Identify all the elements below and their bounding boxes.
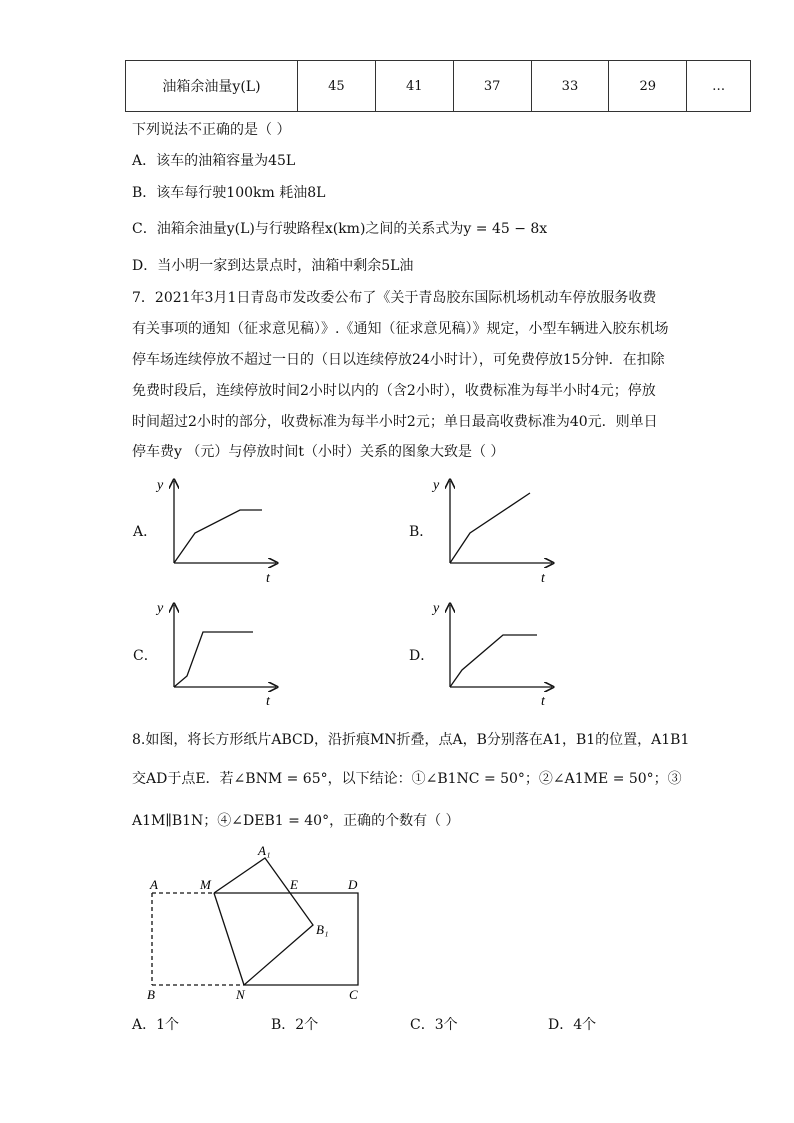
graph-d-label: D． [409,648,435,664]
graph-b-y-axis-label: y [433,478,440,493]
q7-line-1: 7．2021年3月1日青岛市发改委公布了《关于青岛胶东国际机场机动车停放服务收费 [132,290,657,306]
graph-d-curve [450,635,537,687]
graph-a-curve [174,510,262,563]
point-e-label: E [290,877,298,892]
q7-line-6: 停车费y （元）与停放时间t（小时）关系的图象大致是（ ） [132,444,505,460]
graph-a-label: A． [133,524,158,540]
graph-c-label: C． [133,648,158,664]
point-a-label: A [150,877,158,892]
q7-line-5: 时间超过2小时的部分，收费标准为每半小时2元；单日最高收费标准为40元．则单日 [132,414,658,430]
graph-c [155,601,276,709]
graph-c-x-axis-label: t [266,694,270,709]
graph-a [155,478,276,586]
point-a1-label: A₁ [258,843,271,858]
table-cell: 45 [298,61,376,112]
point-m-label: M [200,877,211,892]
q8-option-b: B．2个 [271,1017,319,1033]
point-b1-label: B₁ [316,922,329,937]
table-cell: … [687,61,751,112]
graph-b-label: B． [409,524,434,540]
point-c-label: C [349,987,358,1002]
q8-line-1: 8.如图，将长方形纸片ABCD，沿折痕MN折叠，点A，B分别落在A1，B1的位置，A1B1 [132,732,690,748]
q8-line-3: A1M∥B1N；④∠DEB1 = 40°，正确的个数有（ ） [132,813,460,829]
graph-b-curve [450,493,530,563]
q8-figure [147,843,358,1002]
q8-option-c: C．3个 [410,1017,458,1033]
table-cell: 33 [531,61,609,112]
q8-option-a: A．1个 [132,1017,180,1033]
q6-prompt: 下列说法不正确的是（ ） [132,122,291,138]
table-cell: 41 [375,61,453,112]
point-b-label: B [147,987,155,1002]
graph-d-x-axis-label: t [541,694,545,709]
q6-option-c: C．油箱余油量y(L)与行驶路程x(km)之间的关系式为y = 45 − 8x [132,221,548,237]
q7-line-3: 停车场连续停放不超过一日的（日以连续停放24小时计），可免费停放15分钟．在扣除 [132,352,665,368]
graph-d [431,601,552,709]
point-n-label: N [236,987,245,1002]
graph-d-y-axis-label: y [433,601,440,616]
table-cell: 29 [609,61,687,112]
table-header-cell: 油箱余油量y(L) [126,61,298,112]
graph-b [431,478,552,586]
graph-a-y-axis-label: y [157,478,164,493]
graph-c-curve [174,632,253,687]
graph-b-x-axis-label: t [541,571,545,586]
q6-option-b: B．该车每行驶100km 耗油8L [132,185,326,201]
table-cell: 37 [453,61,531,112]
q7-line-2: 有关事项的通知（征求意见稿）》.《通知（征求意见稿）》规定，小型车辆进入胶东机场 [132,321,669,337]
graph-a-x-axis-label: t [266,571,270,586]
q7-line-4: 免费时段后，连续停放时间2小时以内的（含2小时），收费标准为每半小时4元；停放 [132,383,656,399]
graph-c-y-axis-label: y [157,601,164,616]
q8-line-2: 交AD于点E．若∠BNM = 65°，以下结论：①∠B1NC = 50°；②∠A1ME = 50°；③ [132,771,682,787]
q8-option-d: D．4个 [548,1017,597,1033]
q6-option-d: D．当小明一家到达景点时，油箱中剩余5L油 [132,258,414,274]
point-d-label: D [348,877,358,892]
q6-option-a: A．该车的油箱容量为45L [132,153,296,169]
